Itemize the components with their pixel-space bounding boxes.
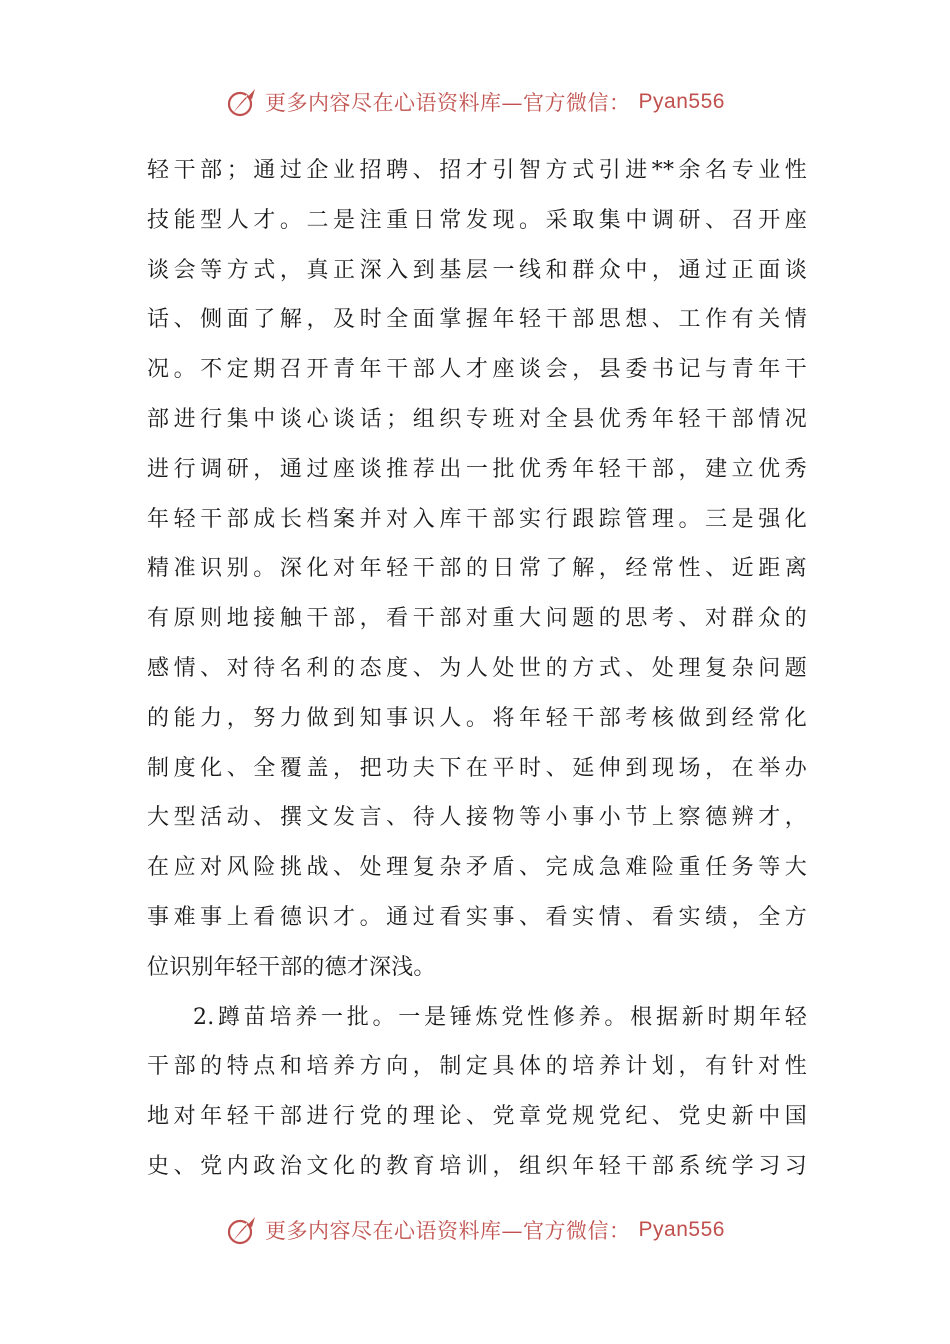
text-line: 地对年轻干部进行党的理论、党章党规党纪、党史新中国 — [147, 1104, 807, 1130]
footer-wechat-id: Pyan556 — [638, 1218, 725, 1241]
text-line: 况。不定期召开青年干部人才座谈会，县委书记与青年干 — [147, 357, 807, 383]
text-line: 干部的特点和培养方向，制定具体的培养计划，有针对性 — [147, 1054, 807, 1080]
footer-banner-text: 更多内容尽在心语资料库—官方微信： — [265, 1219, 631, 1243]
text-line: 事难事上看德识才。通过看实事、看实情、看实绩，全方 — [147, 904, 807, 930]
text-line: 话、侧面了解，及时全面掌握年轻干部思想、工作有关情 — [147, 307, 807, 333]
quill-logo-icon — [225, 1213, 259, 1247]
section-heading-line: 2.蹲苗培养一批。一是锤炼党性修养。根据新时期年轻 — [193, 1004, 807, 1030]
text-line: 谈会等方式，真正深入到基层一线和群众中，通过正面谈 — [147, 257, 807, 283]
text-line: 精准识别。深化对年轻干部的日常了解，经常性、近距离 — [147, 556, 807, 582]
header-banner — [0, 82, 950, 122]
body-text — [147, 146, 807, 1192]
text-line: 进行调研，通过座谈推荐出一批优秀年轻干部，建立优秀 — [147, 456, 807, 482]
text-line: 史、党内政治文化的教育培训，组织年轻干部系统学习习 — [147, 1153, 807, 1179]
text-line: 位识别年轻干部的德才深浅。 — [147, 954, 436, 980]
quill-logo-icon — [225, 85, 259, 119]
text-line: 的能力，努力做到知事识人。将年轻干部考核做到经常化 — [147, 705, 807, 731]
footer-banner — [0, 1210, 950, 1250]
text-line: 制度化、全覆盖，把功夫下在平时、延伸到现场，在举办 — [147, 755, 807, 781]
text-line: 感情、对待名利的态度、为人处世的方式、处理复杂问题 — [147, 655, 807, 681]
text-line: 部进行集中谈心谈话；组织专班对全县优秀年轻干部情况 — [147, 406, 807, 432]
header-banner-text: 更多内容尽在心语资料库—官方微信： — [265, 91, 631, 115]
text-line: 轻干部；通过企业招聘、招才引智方式引进**余名专业性 — [147, 158, 807, 183]
text-line: 在应对风险挑战、处理复杂矛盾、完成急难险重任务等大 — [147, 855, 807, 881]
text-line: 大型活动、撰文发言、待人接物等小事小节上察德辨才， — [147, 805, 807, 831]
text-line: 有原则地接触干部，看干部对重大问题的思考、对群众的 — [147, 606, 807, 632]
text-line: 年轻干部成长档案并对入库干部实行跟踪管理。三是强化 — [147, 506, 807, 532]
text-line: 技能型人才。二是注重日常发现。采取集中调研、召开座 — [147, 207, 807, 233]
header-wechat-id: Pyan556 — [638, 90, 725, 113]
